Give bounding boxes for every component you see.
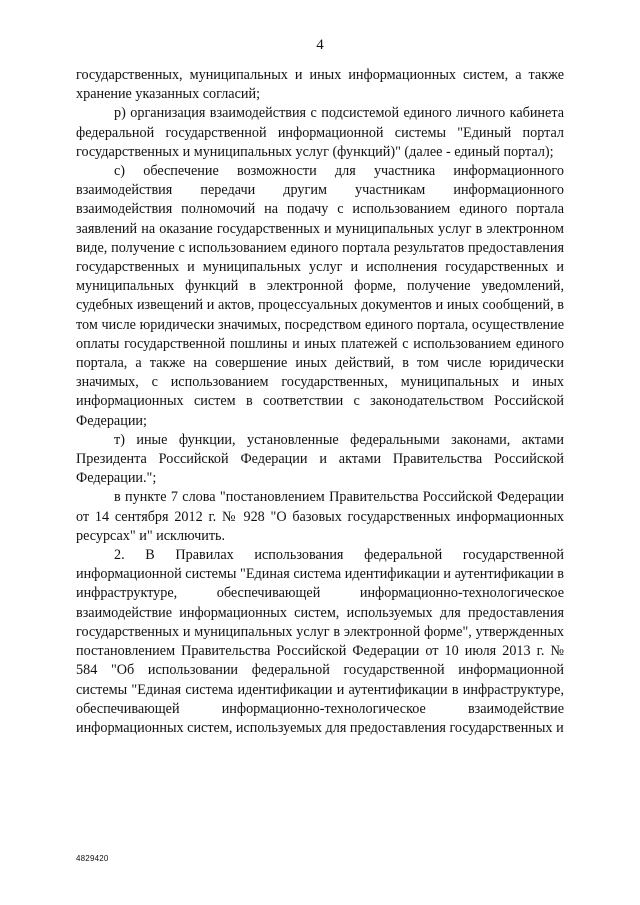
paragraph-item-r: р) организация взаимодействия с подсистемой единого личного кабинета федеральной государственной информационной системы "Единый портал государственных и муниципальных услуг (функций)" (далее - единый портал);: [76, 105, 564, 160]
paragraph-continuation: государственных, муниципальных и иных информационных систем, а также хранение указанных согласий;: [76, 67, 564, 103]
document-id: 4829420: [76, 854, 109, 863]
page-number: 4: [316, 37, 324, 53]
paragraph-item-t: т) иные функции, установленные федеральными законами, актами Президента Российской Федерации и актами Правительства Российской Федерации.";: [76, 431, 564, 487]
document-body: [76, 66, 564, 738]
paragraph-item-s: с) обеспечение возможности для участника информационного взаимодействия передачи другим участникам информационного взаимодействия полномочий на подачу с использованием единого портала заявлений на оказание государственных и муниципальных услуг в электронном виде, получение с использованием единого портала результатов предоставления государственных и муниципальных услуг и исполнения государственных и муниципальных функций в электронной форме, получение уведомлений, судебных извещений и актов, процессуальных документов и иных сообщений, в том числе юридически значимых, посредством единого портала, осуществление оплаты государственной пошлины и иных платежей с использованием единого портала, а также на совершение иных действий, в том числе юридически значимых, с использованием государственных, муниципальных и иных информационных систем в соответствии с законодательством Российской Федерации;: [76, 163, 564, 429]
paragraph-point-7: в пункте 7 слова "постановлением Правительства Российской Федерации от 14 сентября 2012 г. № 928 "О базовых государственных информационных ресурсах" и" исключить.: [76, 489, 564, 544]
paragraph-section-2: 2. В Правилах использования федеральной государственной информационной системы "Единая система идентификации и аутентификации в инфраструктуре, обеспечивающей информационно-технологическое взаимодействие информационных систем, используемых для предоставления государственных и муниципальных услуг в электронной форме", утвержденных постановлением Правительства Российской Федерации от 10 июля 2013 г. № 584 "Об использовании федеральной государственной информационной системы "Единая система идентификации и аутентификации в инфраструктуре, обеспечивающей информационно-технологическое взаимодействие информационных систем, используемых для предоставления государственных и: [76, 547, 564, 736]
